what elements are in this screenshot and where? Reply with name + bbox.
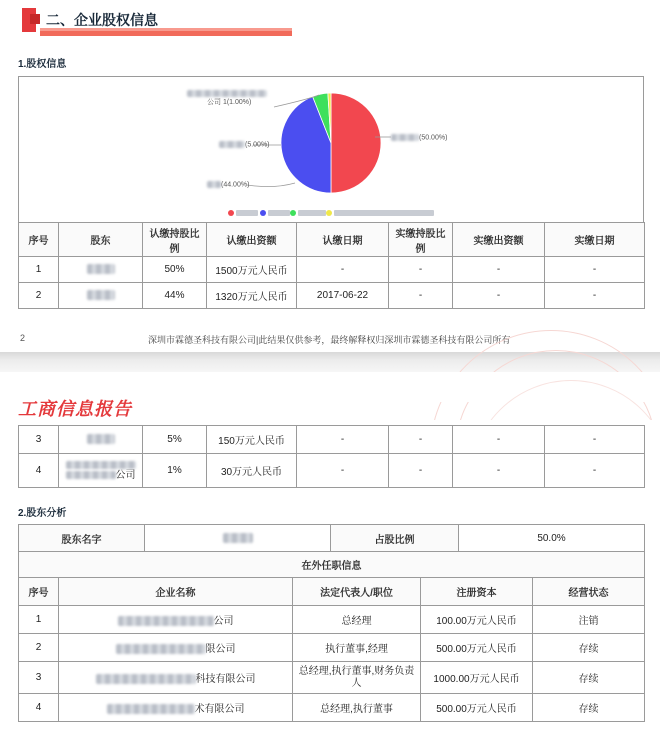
table-row: [19, 257, 645, 283]
equity-subtitle: 1.股权信息: [18, 59, 67, 70]
company-name-suffix: 术有限公司: [194, 704, 245, 715]
pie-label-mid-left-text: (5.00%): [245, 141, 270, 149]
paid-ratio: -: [389, 454, 453, 488]
positions-title-row: [19, 552, 645, 578]
col-header: 法定代表人/职位: [293, 578, 421, 606]
ratio-value: 50.0%: [459, 525, 645, 552]
paid-amount: -: [453, 283, 545, 309]
redacted-text: [107, 704, 195, 714]
company-name: [59, 662, 293, 694]
legend-label-redacted-3: [334, 210, 434, 216]
position: 总经理,执行董事,财务负责人: [293, 662, 421, 694]
table-header-row: [19, 223, 645, 257]
subscribed-ratio: 5%: [143, 426, 207, 454]
ratio-label: 占股比例: [331, 525, 459, 552]
analysis-subtitle: 2.股东分析: [18, 508, 67, 519]
col-header: 实缴出资额: [453, 223, 545, 257]
footer-disclaimer: 深圳市霖德圣科技有限公司|此结果仅供参考，最终解释权归深圳市霖德圣科技有限公司所有: [148, 335, 511, 345]
table-header-row: [19, 578, 645, 606]
paid-date: -: [545, 426, 645, 454]
table-row: [19, 662, 645, 694]
company-name: [59, 606, 293, 634]
pie-chart: [19, 77, 643, 223]
col-header: 序号: [19, 578, 59, 606]
redacted-text: [66, 471, 116, 479]
redacted-text: [207, 181, 221, 188]
company-name-suffix: 科技有限公司: [195, 674, 256, 685]
col-header: 认缴日期: [297, 223, 389, 257]
legend-label-redacted-2: [298, 210, 326, 216]
positions-table: [18, 551, 645, 722]
business-status: 存续: [533, 634, 645, 662]
subscribed-ratio: 44%: [143, 283, 207, 309]
equity-table: [18, 222, 645, 309]
redacted-text: [118, 616, 214, 626]
pie-slice-0: [331, 93, 381, 193]
paid-amount: -: [453, 257, 545, 283]
redacted-text: [87, 434, 115, 444]
table-row: [19, 283, 645, 309]
table-row: [19, 694, 645, 722]
redacted-text: [116, 644, 206, 654]
position: 总经理: [293, 606, 421, 634]
business-status: 存续: [533, 694, 645, 722]
shareholder-name: [59, 454, 143, 488]
paid-date: -: [545, 454, 645, 488]
registered-capital: 100.00万元人民币: [421, 606, 533, 634]
leader-line-bottom: [247, 183, 295, 187]
table-row: [19, 426, 645, 454]
shareholder-name-suffix: 公司: [115, 469, 136, 481]
col-header: 股东: [59, 223, 143, 257]
name-label: 股东名字: [19, 525, 145, 552]
col-header: 注册资本: [421, 578, 533, 606]
col-header: 认缴持股比例: [143, 223, 207, 257]
pie-label-right-text: (50.00%): [419, 134, 448, 142]
position: 执行董事,经理: [293, 634, 421, 662]
equity-table-continued: [18, 425, 645, 488]
table-row: [19, 634, 645, 662]
redacted-text: [187, 90, 267, 97]
redacted-text: [391, 134, 419, 141]
section-title: 二、企业股权信息: [46, 12, 158, 28]
positions-title: 在外任职信息: [19, 552, 645, 578]
col-header: 经营状态: [533, 578, 645, 606]
redacted-text: [87, 264, 115, 274]
paid-amount: -: [453, 426, 545, 454]
subscribed-date: -: [297, 454, 389, 488]
registered-capital: 500.00万元人民币: [421, 694, 533, 722]
shareholder-name: [145, 525, 331, 552]
row-number: 1: [19, 257, 59, 283]
redacted-text: [223, 533, 253, 543]
legend-marker-2: [290, 210, 296, 216]
redacted-text: [66, 461, 136, 469]
pie-label-top-left-text: 公司 1(1.00%): [207, 99, 252, 106]
pie-label-bottom-left-text: (44.00%): [221, 181, 250, 189]
pie-legend: [228, 210, 434, 216]
paid-ratio: -: [389, 426, 453, 454]
col-header: 实缴持股比例: [389, 223, 453, 257]
row-number: 2: [19, 634, 59, 662]
paid-date: -: [545, 257, 645, 283]
subscribed-amount: 1320万元人民币: [207, 283, 297, 309]
legend-marker-1: [260, 210, 266, 216]
pie-label-top-left: [187, 89, 267, 107]
subscribed-amount: 30万元人民币: [207, 454, 297, 488]
paid-date: -: [545, 283, 645, 309]
page-number: 2: [20, 333, 26, 343]
paid-amount: -: [453, 454, 545, 488]
shareholder-name: [59, 426, 143, 454]
redacted-text: [96, 674, 196, 684]
redacted-text: [87, 290, 115, 300]
shareholder-name: [59, 257, 143, 283]
subscribed-date: -: [297, 426, 389, 454]
registered-capital: 500.00万元人民币: [421, 634, 533, 662]
row-number: 3: [19, 426, 59, 454]
paid-ratio: -: [389, 283, 453, 309]
company-name: [59, 634, 293, 662]
company-name-suffix: 限公司: [205, 644, 236, 655]
legend-marker-3: [326, 210, 332, 216]
registered-capital: 1000.00万元人民币: [421, 662, 533, 694]
report-title: 工商信息报告: [18, 399, 132, 419]
paid-ratio: -: [389, 257, 453, 283]
col-header: 认缴出资额: [207, 223, 297, 257]
company-name-suffix: 公司: [213, 616, 234, 627]
subscribed-date: 2017-06-22: [297, 283, 389, 309]
company-name: [59, 694, 293, 722]
business-status: 注销: [533, 606, 645, 634]
pie-label-bottom-left: [207, 181, 249, 188]
subscribed-ratio: 50%: [143, 257, 207, 283]
row-number: 1: [19, 606, 59, 634]
legend-label-redacted-1: [268, 210, 290, 216]
pie-label-mid-left: [219, 141, 270, 148]
col-header: 序号: [19, 223, 59, 257]
subscribed-date: -: [297, 257, 389, 283]
legend-label-redacted-0: [236, 210, 258, 216]
table-row: [19, 454, 645, 488]
table-row: [19, 606, 645, 634]
redacted-text: [219, 141, 245, 148]
shareholder-name: [59, 283, 143, 309]
subscribed-ratio: 1%: [143, 454, 207, 488]
pie-label-right: [391, 134, 447, 141]
legend-marker-0: [228, 210, 234, 216]
row-number: 2: [19, 283, 59, 309]
shareholder-summary-table: [18, 524, 645, 552]
pie-chart-panel: [18, 76, 644, 223]
subscribed-amount: 1500万元人民币: [207, 257, 297, 283]
col-header: 实缴日期: [545, 223, 645, 257]
section-header-block-inner: [30, 14, 40, 24]
col-header: 企业名称: [59, 578, 293, 606]
row-number: 4: [19, 454, 59, 488]
position: 总经理,执行董事: [293, 694, 421, 722]
row-number: 4: [19, 694, 59, 722]
business-status: 存续: [533, 662, 645, 694]
summary-row: [19, 525, 645, 552]
subscribed-amount: 150万元人民币: [207, 426, 297, 454]
row-number: 3: [19, 662, 59, 694]
